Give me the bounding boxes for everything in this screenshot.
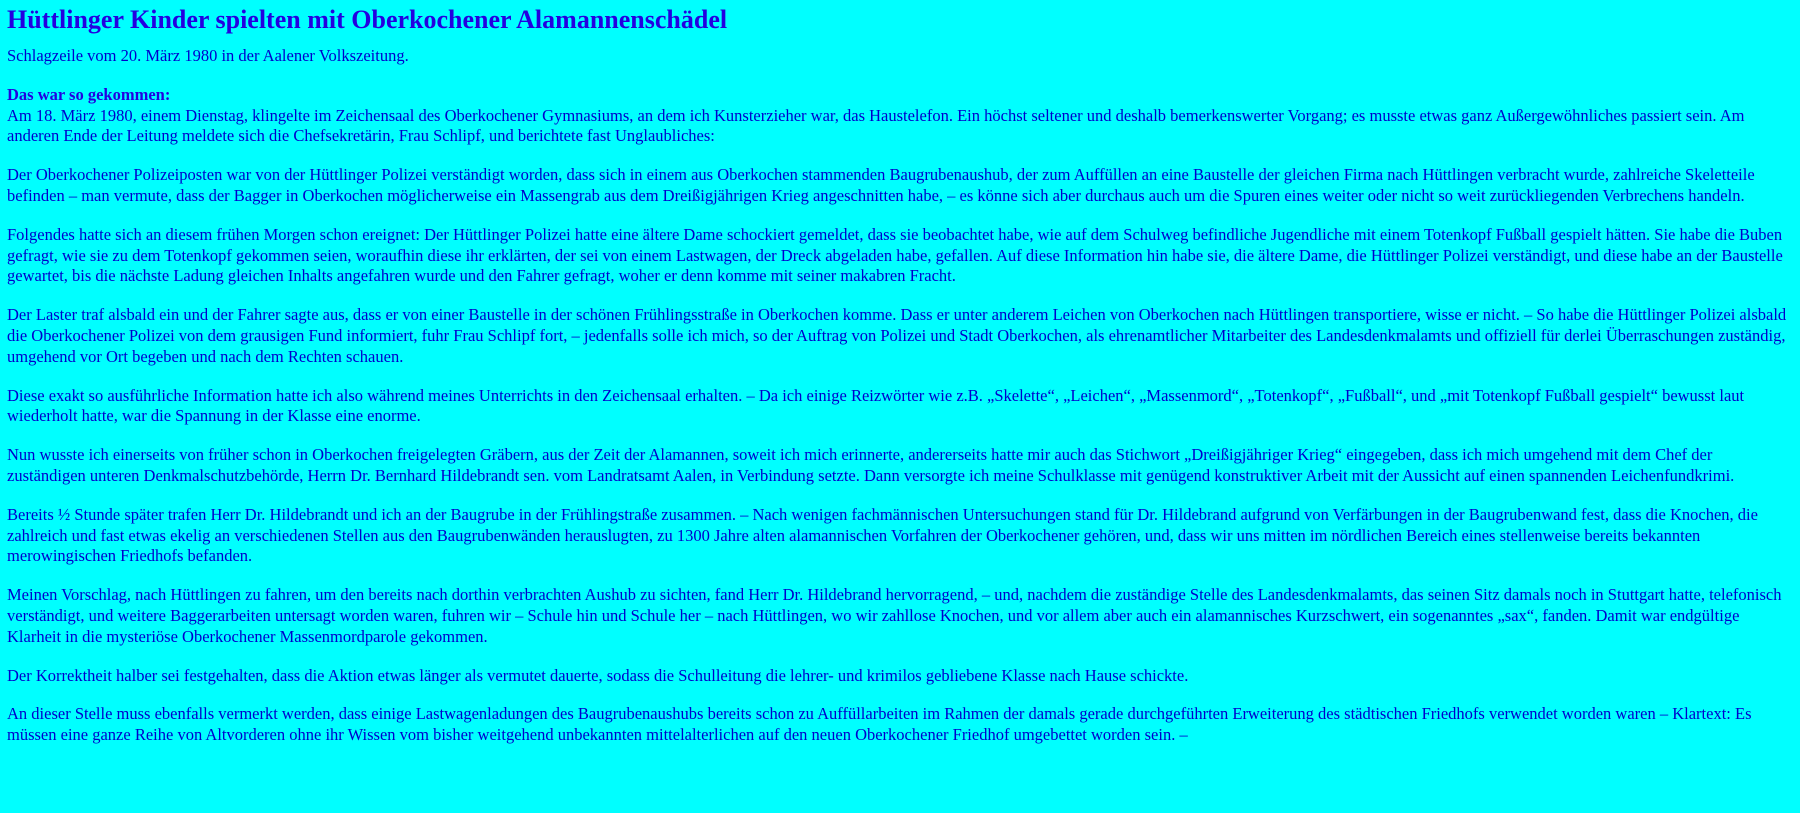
- article-paragraph-10: An dieser Stelle muss ebenfalls vermerkt werden, dass einige Lastwagenladungen des Baugrubenaushubs bereits schon zu Auffüllarbeiten im Rahmen der damals gerade durchgeführten Erweiterung des städtischen Friedhofs verwendet worden waren – Klartext: Es müssen eine ganze Reihe von Altvorderen ohne ihr Wissen vom bisher weitgehend unbekannten mittelalterlichen auf den neuen Oberkochener Friedhof umgebettet worden sein. –: [7, 704, 1752, 745]
- article-title: Hüttlinger Kinder spielten mit Oberkochener Alamannenschädel: [7, 5, 728, 34]
- article-subheading: Schlagzeile vom 20. März 1980 in der Aalener Volkszeitung.: [7, 46, 409, 65]
- article-paragraph-6: Nun wusste ich einerseits von früher schon in Oberkochen freigelegten Gräbern, aus der Zeit der Alamannen, soweit ich mich erinnerte, andererseits hatte mir auch das Stichwort „Dreißigjähriger Krieg“ eingegeben, dass ich mich umgehend mit dem Chef der zuständigen unteren Denkmalschutzbehörde, Herrn Dr. Bernhard Hildebrandt sen. vom Landratsamt Aalen, in Verbindung setzte. Dann versorgte ich meine Schulklasse mit genügend konstruktiver Arbeit mit der Aussicht auf einen spannenden Leichenfundkrimi.: [7, 445, 1735, 485]
- article-paragraph-3: Folgendes hatte sich an diesem frühen Morgen schon ereignet: Der Hüttlinger Polizei hatte eine ältere Dame schockiert gemeldet, dass sie beobachtet habe, wie auf dem Schulweg befindliche Jugendliche mit einem Totenkopf Fußball gespielt hätten. Sie habe die Buben gefragt, wie sie zu dem Totenkopf gekommen seien, woraufhin diese ihr erklärten, der sei von einem Lastwagen, der Dreck abgeladen habe, gefallen. Auf diese Information hin habe sie, die ältere Dame, die Hüttlinger Polizei verständigt, und diese habe an der Baustelle gewartet, bis die nächste Ladung gleichen Inhalts angefahren wurde und den Fahrer gefragt, woher er denn komme mit seiner makabren Fracht.: [7, 224, 1783, 286]
- article-paragraph-4: Der Laster traf alsbald ein und der Fahrer sagte aus, dass er von einer Baustelle in der schönen Frühlingsstraße in Oberkochen komme. Dass er unter anderem Leichen von Oberkochen nach Hüttlingen transportiere, wisse er nicht. – So habe die Hüttlinger Polizei alsbald die Oberkochener Polizei von dem grausigen Fund informiert, fuhr Frau Schlipf fort, – jedenfalls solle ich mich, so der Auftrag von Polizei und Stadt Oberkochen, als ehrenamtlicher Mitarbeiter des Landesdenkmalamts und offiziell für derlei Überraschungen zuständig, umgehend vor Ort begeben und nach dem Rechten schauen.: [7, 305, 1787, 366]
- paragraph-text: Am 18. März 1980, einem Dienstag, klingelte im Zeichensaal des Oberkochener Gymnasiums, an dem ich Kunsterzieher war, das Haustelefon. Ein höchst seltener und deshalb bemerkenswerter Vorgang; es musste etwas ganz Außergewöhnliches passiert sein. Am anderen Ende der Leitung meldete sich die Chefsekretärin, Frau Schlipf, und berichtete fast Unglaubliches:: [7, 105, 1745, 146]
- lead-label: Das war so gekommen:: [7, 84, 171, 104]
- article-paragraph-7: Bereits ½ Stunde später trafen Herr Dr. Hildebrandt und ich an der Baugrube in der Frühlingstraße zusammen. – Nach wenigen fachmännischen Untersuchungen stand für Dr. Hildebrand aufgrund von Verfärbungen in der Baugrubenwand fest, dass die Knochen, die zahlreich und fast etwas ekelig an verschiedenen Stellen aus den Baugrubenwänden herauslugten, zu 1300 Jahre alten alamannischen Vorfahren der Oberkochener gehören, und, dass wir uns mitten im nördlichen Bereich eines stellenweise bereits bekannten merowingischen Friedhofs befanden.: [7, 504, 1758, 566]
- article-paragraph-8: Meinen Vorschlag, nach Hüttlingen zu fahren, um den bereits nach dorthin verbrachten Aushub zu sichten, fand Herr Dr. Hildebrand hervorragend, – und, nachdem die zuständige Stelle des Landesdenkmalamts, das seinen Sitz damals noch in Stuttgart hatte, telefonisch verständigt, und weitere Baggerarbeiten untersagt worden waren, fuhren wir – Schule hin und Schule her – nach Hüttlingen, wo wir zahllose Knochen, und vor allem aber auch ein alamannisches Kurzschwert, ein sogenanntes „sax“, fanden. Damit war endgültige Klarheit in die mysteriöse Oberkochener Massenmordparole gekommen.: [7, 585, 1782, 646]
- article-paragraph-2: Der Oberkochener Polizeiposten war von der Hüttlinger Polizei verständigt worden, dass sich in einem aus Oberkochen stammenden Baugrubenaushub, der zum Auffüllen an eine Baustelle der gleichen Firma nach Hüttlingen verbracht wurde, zahlreiche Skeletteile befinden – man vermute, dass der Bagger in Oberkochen möglicherweise ein Massengrab aus dem Dreißigjährigen Krieg angeschnitten habe, – es könne sich aber durchaus auch um die Spuren eines weiter oder nicht so weit zurückliegenden Verbrechens handeln.: [7, 165, 1755, 205]
- article-paragraph-9: Der Korrektheit halber sei festgehalten, dass die Aktion etwas länger als vermutet dauerte, sodass die Schulleitung die lehrer- und krimilos gebliebene Klasse nach Hause schickte.: [7, 665, 1189, 685]
- article-paragraph-1: [7, 85, 1793, 147]
- article-paragraph-5: Diese exakt so ausführliche Information hatte ich also während meines Unterrichts in den Zeichensaal erhalten. – Da ich einige Reizwörter wie z.B. „Skelette“, „Leichen“, „Massenmord“, „Totenkopf“, „Fußball“, und „mit Totenkopf Fußball gespielt“ bewusst laut wiederholt hatte, war die Spannung in der Klasse eine enorme.: [7, 385, 1745, 426]
